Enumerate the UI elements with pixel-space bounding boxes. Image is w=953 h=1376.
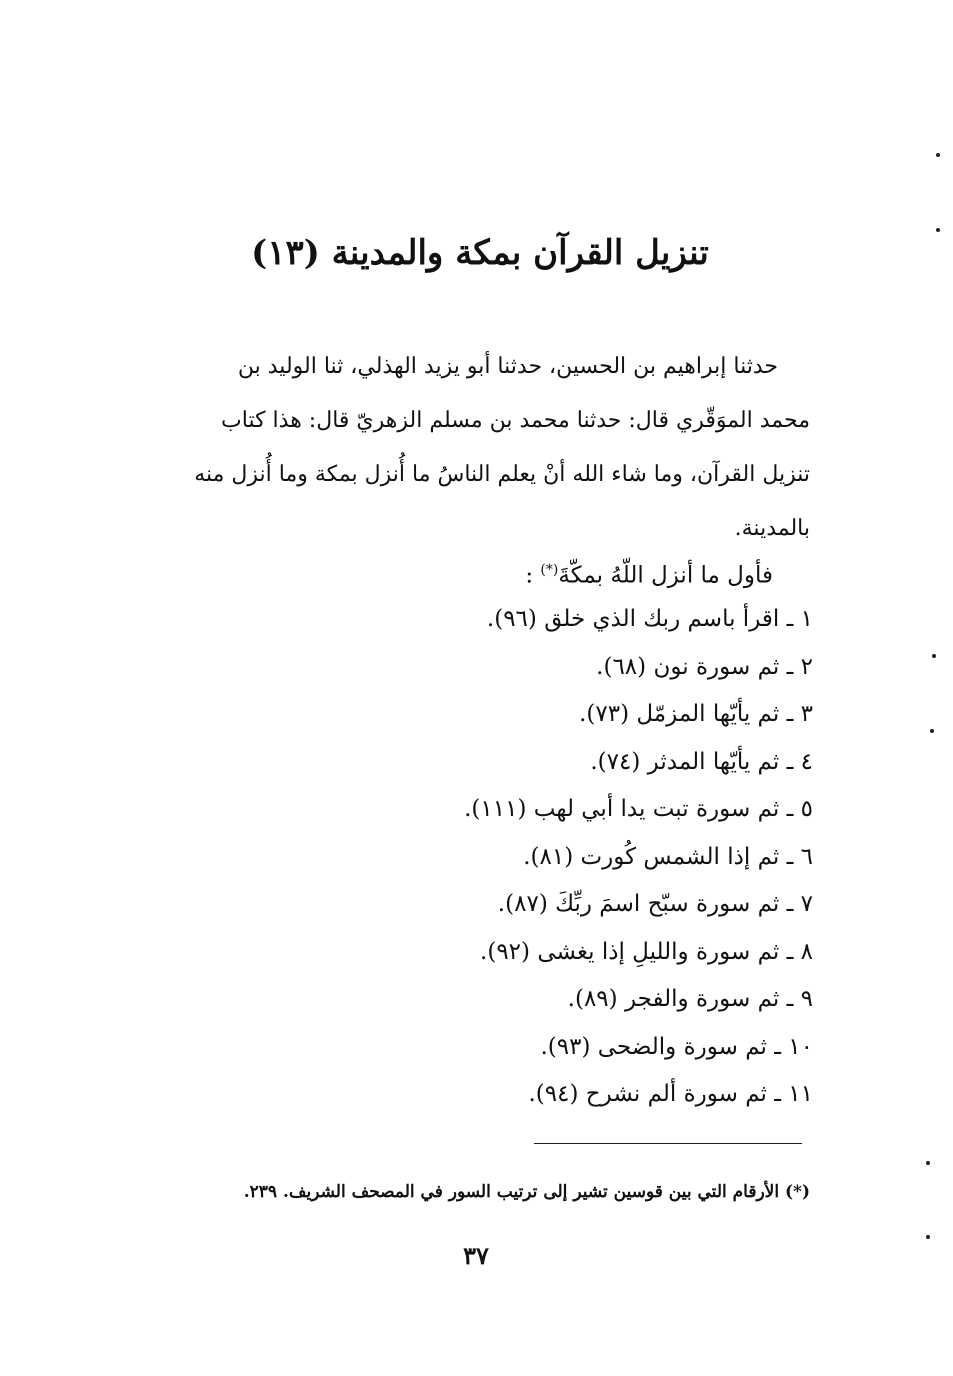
scan-speck xyxy=(926,1235,930,1239)
intro-paragraph xyxy=(135,340,810,556)
surah-item: ٥ ـ ثم سورة تبت يدا أبي لهب (١١١). xyxy=(464,796,813,822)
surah-item: ٤ ـ ثم يأيّها المدثر (٧٤). xyxy=(590,748,813,775)
surah-item: ٦ ـ ثم إذا الشمس كُورت (٨١). xyxy=(523,843,813,870)
surah-item: ١ ـ اقرأ باسم ربك الذي خلق (٩٦). xyxy=(486,606,813,632)
lead-suffix: : xyxy=(525,562,534,589)
surah-item: ٢ ـ ثم سورة نون (٦٨). xyxy=(596,653,813,680)
scan-speck xyxy=(930,729,934,733)
page-number: ٣٧ xyxy=(463,1241,489,1270)
surah-list xyxy=(253,596,813,1119)
footnote-divider xyxy=(534,1143,802,1144)
surah-item: ٨ ـ ثم سورة والليلِ إذا يغشى (٩٢). xyxy=(480,938,813,965)
surah-item: ٣ ـ ثم يأيّها المزمّل (٧٣). xyxy=(579,701,813,727)
surah-item: ١٠ ـ ثم سورة والضحى (٩٣). xyxy=(540,1033,813,1060)
intro-line: محمد الموَقّري قال: حدثنا محمد بن مسلم الزهريّ قال: هذا كتاب xyxy=(221,408,810,433)
surah-item: ٧ ـ ثم سورة سبّح اسمَ ربِّكَ (٨٧). xyxy=(497,891,813,917)
intro-line: تنزيل القرآن، وما شاء الله أنْ يعلم الناسُ ما أُنزل بمكة وما أُنزل منه xyxy=(194,462,810,487)
scan-speck xyxy=(936,228,940,232)
intro-line: حدثنا إبراهيم بن الحسين، حدثنا أبو يزيد الهذلي، ثنا الوليد بن xyxy=(237,354,778,379)
scan-speck xyxy=(936,153,940,157)
scan-speck xyxy=(932,654,936,658)
surah-item: ١١ ـ ثم سورة ألم نشرح (٩٤). xyxy=(528,1081,813,1107)
lead-text: فأول ما أنزل اللّهُ بمكّةَ xyxy=(558,562,773,589)
footnote-marker: (*) xyxy=(540,562,559,578)
footnote: (*) الأرقام التي بين قوسين تشير إلى ترتيب السور في المصحف الشريف. ٢٣٩. xyxy=(243,1182,810,1202)
lead-sentence xyxy=(273,548,773,598)
surah-item: ٩ ـ ثم سورة والفجر (٨٩). xyxy=(567,986,813,1012)
intro-line: بالمدينة. xyxy=(734,516,810,541)
chapter-title: تنزيل القرآن بمكة والمدينة (١٣) xyxy=(251,233,709,273)
scan-speck xyxy=(926,1161,930,1165)
